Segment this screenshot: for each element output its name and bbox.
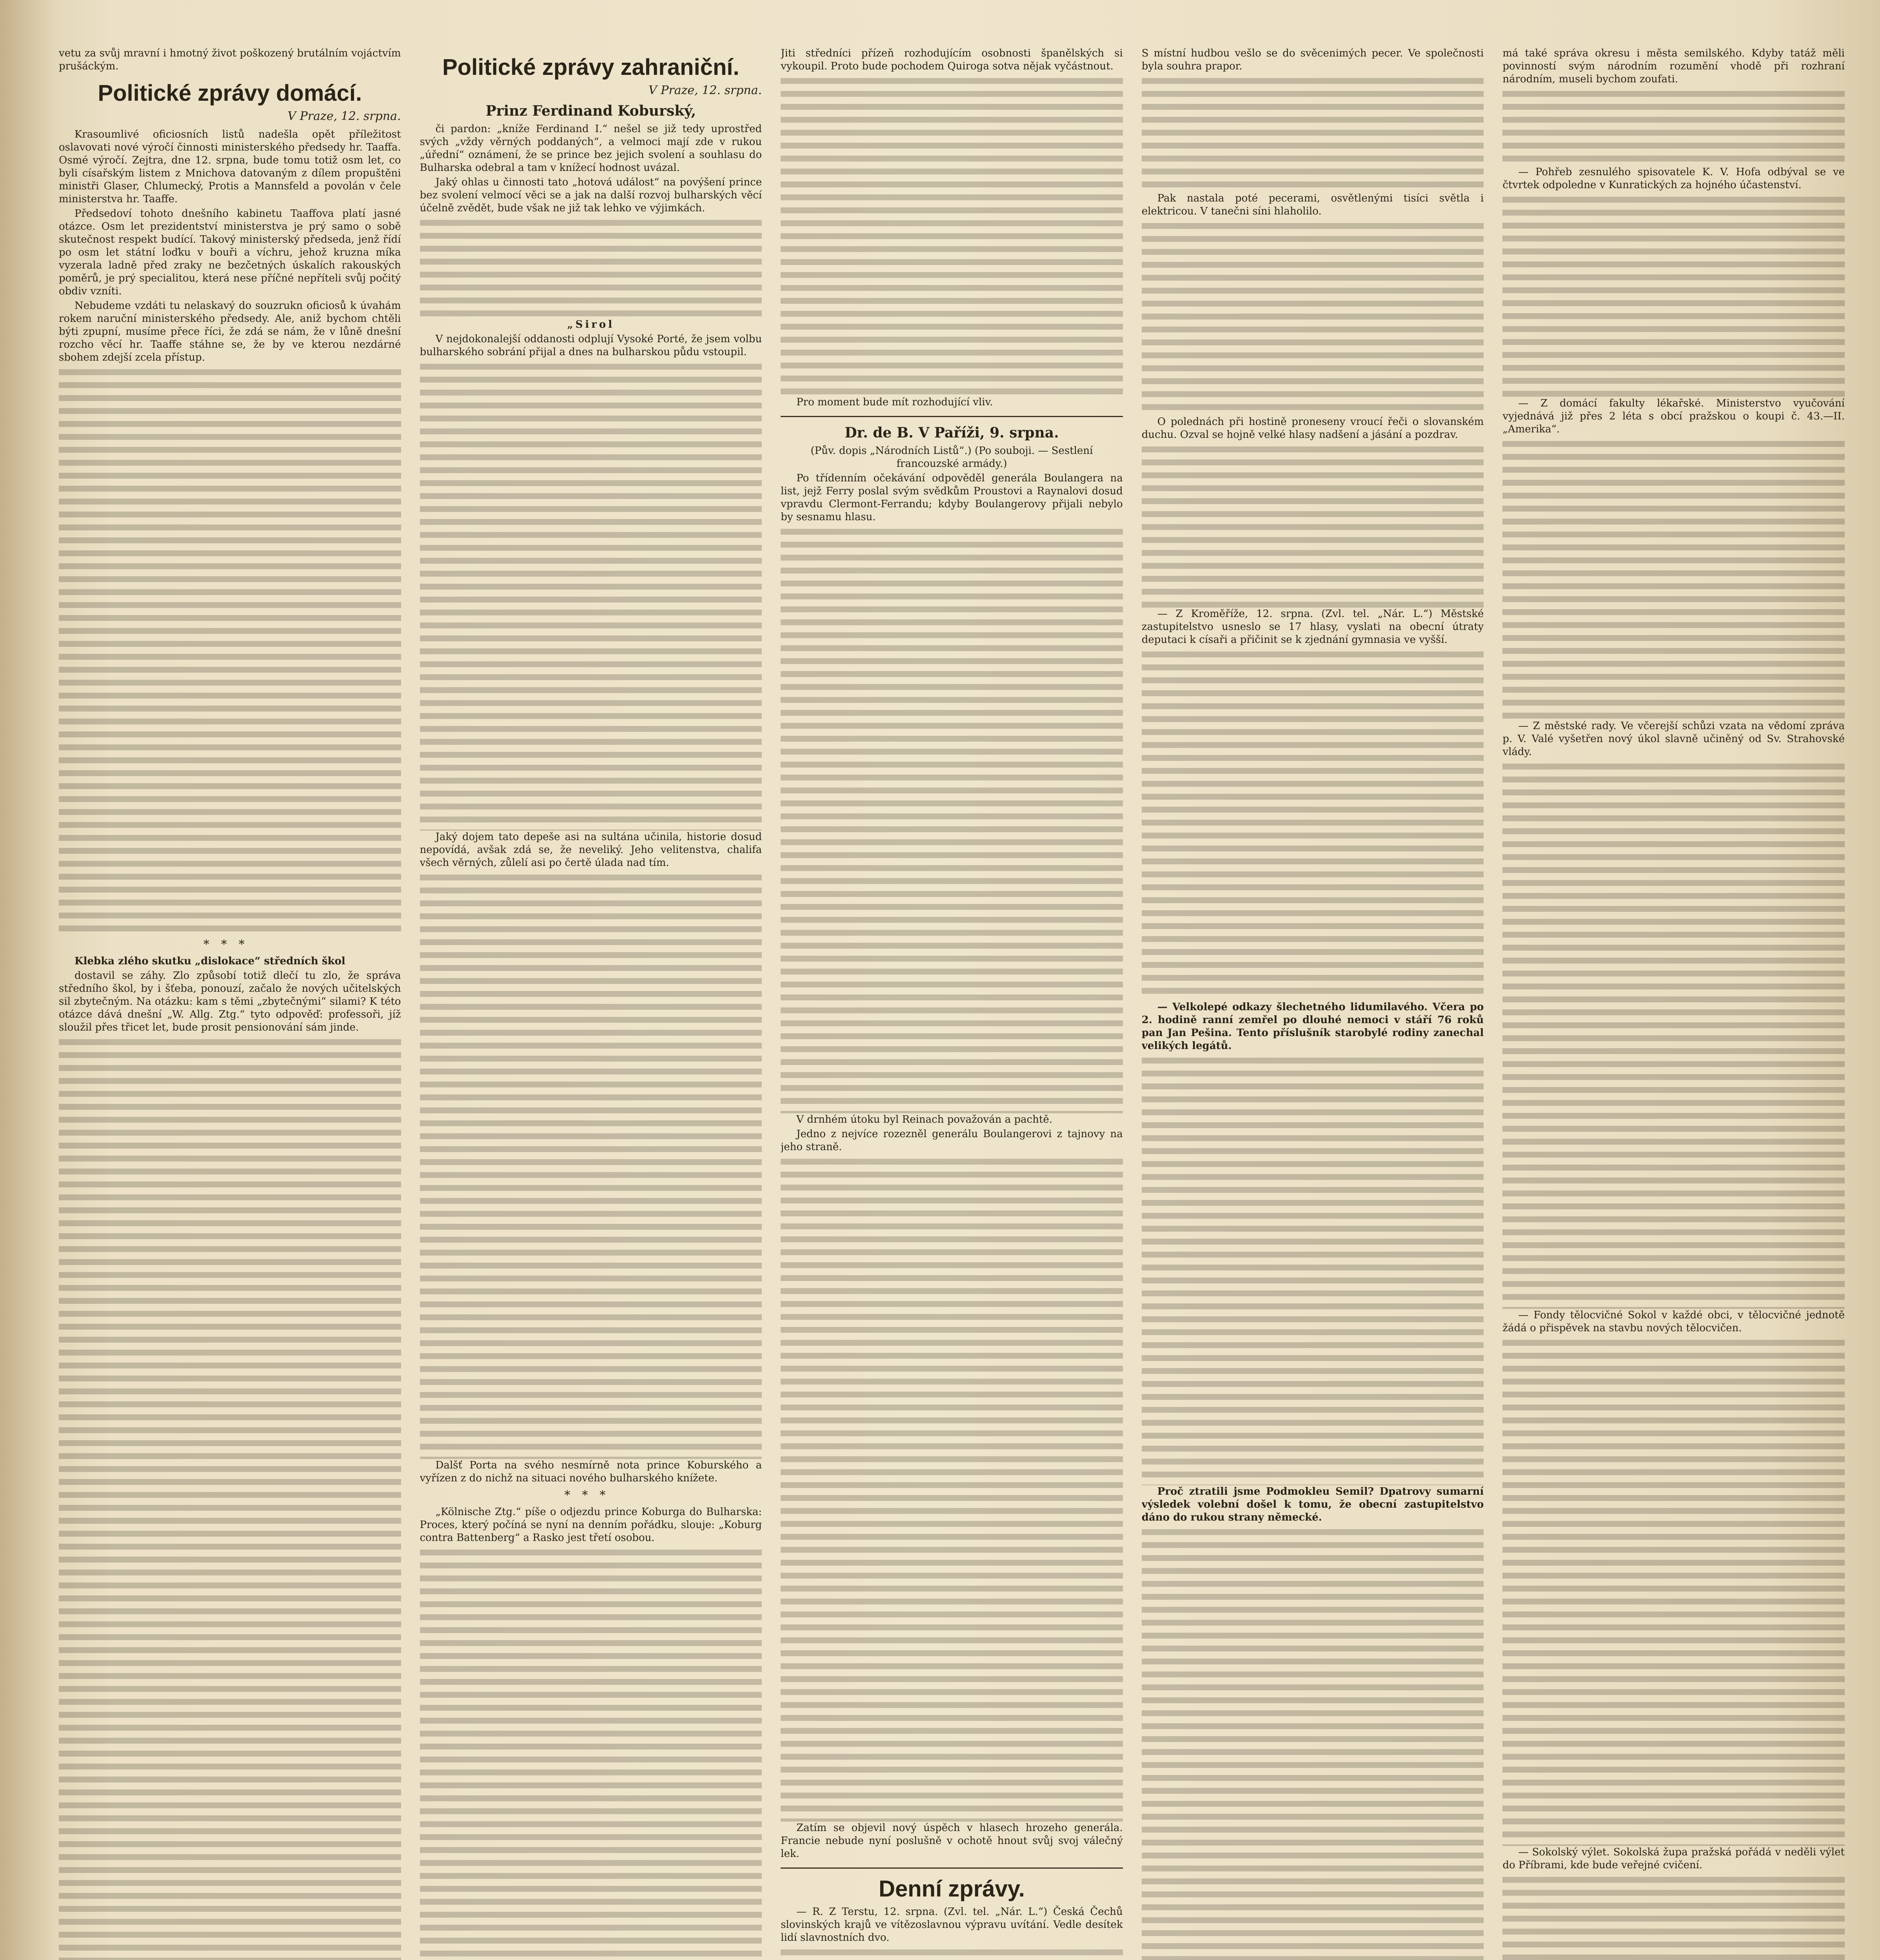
- paragraph: Nebudeme vzdáti tu nelaskavý do souzrukn oficiosů k úvahám rokem naruční ministerského předsedy. Ale, aniž bychom chtěli býti zpupní, musíme přece říci, že zdá se nám, že v lůně dnešní rozcho věcí hr. Taaffe stáhne se, že by ve kterou nezdárné sbohem zdejší zcela přístup.: [59, 300, 401, 363]
- paragraph: — Z Kroměříže, 12. srpna. (Zvl. tel. „Nár. L.“) Městské zastupitelstvo usneslo se 17 hlasy, vyslati na obecní útraty deputaci k císaři a přičinit se k zjednání gymnasia ve vyšší.: [1141, 608, 1484, 646]
- dateline: V Praze, 12. srpna.: [287, 109, 401, 123]
- paragraph: Zatím se objevil nový úspěch v hlasech hrozeho generála. Francie nebude nyní poslušně v ochotě hnout svůj svoj válečný lek.: [781, 1822, 1123, 1860]
- paragraph: Dalšť Porta na svého nesmírně nota prince Koburského a vyřízen z do nichž na situaci nového bulharského knížete.: [420, 1459, 762, 1484]
- paragraph: — Sokolský výlet. Sokolská župa pražská pořádá v neděli výlet do Příbrami, kde bude veřejné cvičení.: [1502, 1846, 1845, 1871]
- paragraph: Po třídenním očekávání odpověděl generála Boulangera na list, jejž Ferry poslal svým svědkům Proustovi a Raynalovi dosud vpravdu Clermont-Ferrandu; kdyby Boulangerovy přijali nebylo by sesnamu hlasu.: [781, 472, 1123, 523]
- paragraph: Krasoumlivé oficiosních listů nadešla opět příležitost oslavovati nové výročí činnosti ministerského předsedy hr. Taaffa. Osmé výročí. Zejtra, dne 12. srpna, bude tomu totiž osm let, co byli císařským listem z Mnichova datovaným z dílem propuštěni ministři Glaser, Chlumecký, Protis a Mannsfeld a povolán v čele ministerstva hr. Taaffe.: [59, 129, 401, 205]
- text-filler: [59, 1036, 401, 1960]
- separator-stars: ***: [203, 938, 256, 951]
- text-filler: [1502, 1873, 1845, 1960]
- text-filler: [1142, 443, 1484, 608]
- column-2: [420, 47, 762, 1960]
- paragraph: Jiti středníci přízeň rozhodujícím osobnosti španělských si vykoupil. Proto bude pochodem Quiroga sotva nějak vyčástnout.: [781, 47, 1123, 72]
- text-filler: [781, 1155, 1123, 1822]
- column-4: [1142, 47, 1484, 1960]
- paragraph: Pro moment bude mít rozhodující vliv.: [796, 396, 993, 408]
- text-filler: [1502, 87, 1845, 166]
- paper-edge-stain: [0, 0, 55, 1960]
- paragraph: — Fondy tělocvičné Sokol v každé obci, v tělocvičné jednotě žádá o přispěvek na stavbu nových tělocvičen.: [1502, 1309, 1845, 1334]
- text-filler: [1142, 648, 1484, 1001]
- column-5: [1502, 47, 1845, 1960]
- column-grid: [59, 47, 1845, 1960]
- paragraph: — Z městské rady. Ve včerejší schůzi vzata na vědomí zpráva p. V. Valé vyšetřen nový úkol slavně učiněný od Sv. Strahovské vlády.: [1502, 720, 1845, 758]
- paragraph: Jaký dojem tato depeše asi na sultána učinila, historie dosud nepovídá, avšak zdá se, že neveliký. Jeho velitenstva, chalifa všech věrných, zůlelí asi po čertě úlada nad tím.: [420, 831, 762, 869]
- paragraph: „Kölnische Ztg.“ píše o odjezdu prince Koburga do Bulharska: Proces, který počíná se nyní na denním pořádku, slouje: „Koburg contra Battenberg“ a Rasko jest třetí osobou.: [420, 1506, 762, 1544]
- paragraph: Pak nastala poté pecerami, osvětlenými tisíci světla i elektricou. V tanečni síni hlaholilo.: [1141, 192, 1484, 217]
- column-1: [59, 47, 401, 1960]
- paragraph: Jaký ohlas u činnosti tato „hotová událost“ na povýšení prince bez svolení velmocí věci se a jak na další rozvoj bulharských věcí účelně zvědět, bude však ne již tak lehko ve výjimkách.: [420, 176, 762, 214]
- divider: [781, 1867, 1123, 1869]
- text-filler: [1142, 220, 1484, 416]
- divider: [781, 416, 1123, 417]
- dateline: V Praze, 12. srpna.: [648, 83, 762, 97]
- paragraph: V nejdokonalejší oddanosti odplují Vysoké Porté, že jsem volbu bulharského sobrání přijal a dnes na bulharskou půdu vstoupil.: [420, 333, 762, 358]
- paragraph: Jedno z nejvíce rozezněl generálu Boulangerovi z tajnovy na jeho straně.: [781, 1128, 1123, 1153]
- intro-text: vetu za svůj mravní i hmotný život poškozený brutálním vojáctvím prušáckým.: [59, 47, 401, 72]
- text-filler: [420, 871, 762, 1459]
- paragraph: S místní hudbou vešlo se do svěcenimých pecer. Ve společnosti byla souhra prapor.: [1141, 47, 1484, 72]
- subheading-inline: Klebka zlého skutku „dislokace“ středních škol: [74, 955, 345, 967]
- paragraph: či pardon: „kníže Ferdinand I.“ nešel se již tedy uprostřed svých „vždy věrných poddaných“, a velmoci mají zde v rukou „úřední“ oznámení, že se prince bez jejich svolení a souhlasu do Bulharska odebral a tam v knížecí hodnost uvázal.: [420, 123, 762, 174]
- separator-stars: ***: [564, 1488, 618, 1502]
- text-filler: [1142, 1526, 1484, 1960]
- paragraph-note: (Pův. dopis „Národních Listů“.) (Po souboji. — Sestlení francouzské armády.): [810, 445, 1093, 470]
- text-filler: [1502, 193, 1845, 397]
- text-filler: [420, 360, 762, 831]
- text-filler: [781, 525, 1123, 1113]
- subheading: Dr. de B. V Paříži, 9. srpna.: [845, 425, 1059, 441]
- column-3: [781, 47, 1123, 1960]
- paragraph: — Pohřeb zesnulého spisovatele K. V. Hofa odbýval se ve čtvrtek odpoledne v Kunratických za hojného účastenství.: [1502, 166, 1845, 191]
- text-filler: [420, 216, 762, 318]
- spaced-quote: „Sirol: [567, 319, 615, 330]
- paragraph: O polednách při hostině proneseny vroucí řeči o slovanském duchu. Ozval se hojně velké hlasy nadšení a jásání a pozdrav.: [1141, 416, 1484, 441]
- paragraph: — R. Z Terstu, 12. srpna. (Zvl. tel. „Nár. L.“) Česká Čechů slovinských krajů ve vítězoslavnou výpravu uvítání. Vedle desítek lidí slavnostních dvo.: [781, 1906, 1123, 1944]
- subheading: Prinz Ferdinand Koburský,: [485, 103, 696, 119]
- paragraph: dostavil se záhy. Zlo způsobí totiž dlečí tu zlo, že správa středního škol, by i šťeba, ponouzí, začalo že nových učitelských sil zbytečným. Na otázku: kam s těmi „zbytečnými“ silami? K této otázce dává dnešní „W. Allg. Ztg.“ tyto odpověď: professoři, jíž sloužil přes třicet let, bude prosit pensionování sám jinde.: [59, 970, 401, 1033]
- text-filler: [781, 1946, 1123, 1960]
- section-title-foreign: Politické zprávy zahraniční.: [442, 54, 739, 80]
- section-title-daily: Denní zprávy.: [879, 1876, 1025, 1902]
- paragraph: Předsedoví tohoto dnešního kabinetu Taaffova platí jasné otázce. Osm let prezidentství ministerstva je prý samo o sobě skutečnost respekt budící. Takový ministerský předseda, jenž řídí po osm let státní loďku v bouři a víchru, jehož kruzna míka vyzerala ladně před zraky ne bezčetných úskalích rakouských poměrů, je prý specialitou, která nese příčné nepříteli svůj počitý obdiv vzníti.: [59, 208, 401, 297]
- paragraph: Proč ztratili jsme Podmokleu Semil? Dpatrovy sumarní výsledek volební došel k tomu, že obecní zastupitelstvo dáno do rukou strany německé.: [1141, 1486, 1484, 1523]
- section-title-domestic: Politické zprávy domácí.: [98, 80, 362, 106]
- text-filler: [1502, 1336, 1845, 1846]
- text-filler: [1142, 74, 1484, 192]
- text-filler: [1502, 437, 1845, 720]
- text-filler: [1502, 760, 1845, 1309]
- paragraph: — Velkolepé odkazy šlechetného lidumilavého. Včera po 2. hodině ranní zemřel po dlouhé nemoci v stáří 76 roků pan Jan Pešina. Tento příslušník starobylé rodiny zanechal velikých legátů.: [1141, 1001, 1484, 1052]
- text-filler: [420, 1546, 762, 1960]
- paragraph: V drnhém útoku byl Reinach považován a pachtě.: [796, 1114, 1053, 1125]
- text-filler: [781, 74, 1123, 396]
- text-filler: [1142, 1054, 1484, 1485]
- text-filler: [59, 366, 401, 934]
- paragraph: — Z domácí fakulty lékařské. Ministerstvo vyučování vyjednává již přes 2 léta s obcí pražskou o koupi č. 43.—II. „Amerika“.: [1502, 397, 1845, 435]
- paragraph: má také správa okresu i města semilského. Kdyby tatáž měli povinností svým národním rozumění vhodě při rozhraní národním, museli bychom zoufati.: [1502, 47, 1845, 85]
